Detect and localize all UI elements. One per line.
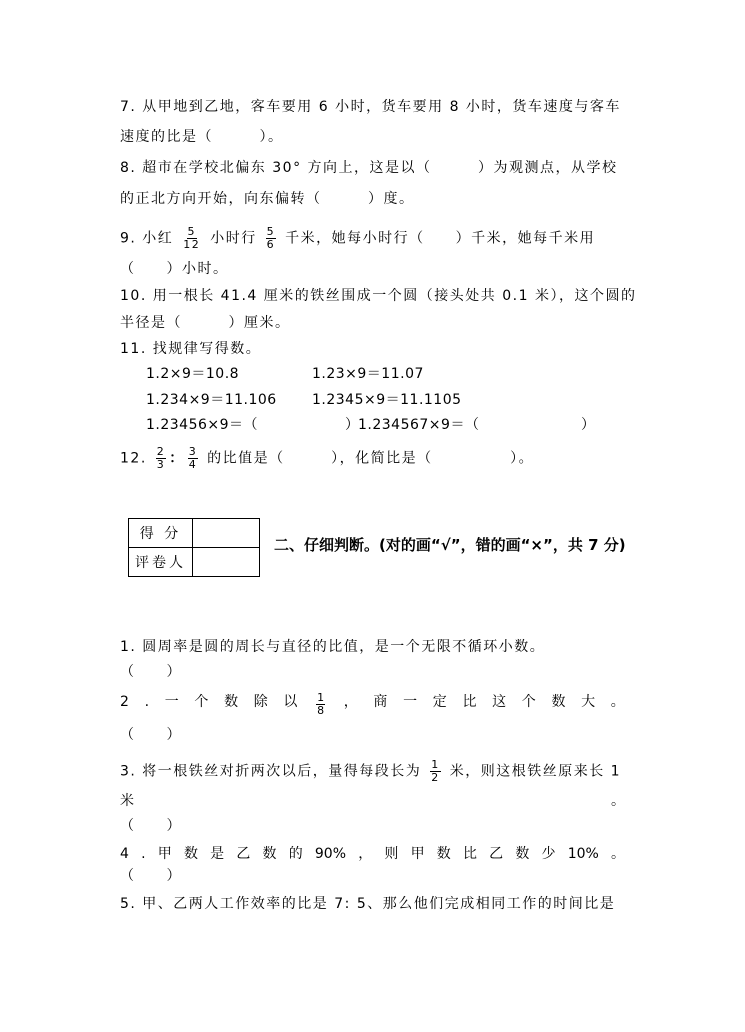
j2-fraction — [316, 692, 325, 717]
q9-frac2-den: 6 — [266, 238, 276, 251]
justified-word: 。 — [611, 846, 625, 862]
q12-frac1-num: 2 — [156, 445, 166, 458]
q12-prefix: 12. — [120, 450, 147, 467]
justified-word: 数 — [551, 694, 566, 710]
j3-frac-den: 2 — [431, 771, 440, 784]
q12-line — [120, 446, 625, 471]
q12-fraction-1 — [156, 446, 167, 471]
j3-line2-right: 。 — [611, 793, 625, 809]
justified-word: 比 — [462, 694, 477, 710]
justified-word: 一 — [164, 694, 179, 710]
q12-frac2-num: 3 — [188, 445, 198, 458]
score-table — [128, 518, 260, 577]
justified-word: . — [144, 694, 150, 710]
q10-line1: 10. 用一根长 41.4 厘米的铁丝围成一个圆（接头处共 0.1 米），这个圆的 — [120, 288, 637, 304]
justified-word: 数 — [515, 846, 530, 862]
justified-word: 除 — [253, 694, 268, 710]
j2-line2: （ ） — [120, 727, 182, 743]
justified-word: 这 — [492, 694, 507, 710]
q11-eq3: 1.234×9＝11.106 — [146, 392, 277, 408]
justified-word: 则 — [384, 846, 399, 862]
q8-line1: 8. 超市在学校北偏东 30° 方向上，这是以（ ）为观测点，从学校 — [120, 160, 618, 176]
j1-line1: 1. 圆周率是圆的周长与直径的比值，是一个无限不循环小数。 — [120, 639, 546, 655]
justified-word: 乙 — [236, 846, 251, 862]
justified-word: 数 — [436, 846, 451, 862]
j5-line1: 5. 甲、乙两人工作效率的比是 7: 5、那么他们完成相同工作的时间比是 — [120, 896, 616, 912]
justified-word: 少 — [541, 846, 556, 862]
q9-fraction-2 — [266, 226, 277, 251]
reviewer-label: 评卷人 — [129, 548, 193, 577]
reviewer-cell[interactable] — [193, 548, 260, 577]
justified-word: 一 — [403, 694, 418, 710]
j4-line2: （ ） — [120, 868, 182, 884]
justified-word: 甲 — [157, 846, 172, 862]
score-cell[interactable] — [193, 519, 260, 548]
j3-line2 — [120, 791, 625, 811]
q9-fraction-1 — [182, 226, 201, 251]
j1-line2: （ ） — [120, 664, 182, 680]
j3-line2-left: 米 — [120, 793, 134, 809]
j3-fraction — [430, 759, 441, 784]
q9-mid: 小时行 — [210, 230, 257, 247]
j2-line1 — [120, 692, 625, 717]
j3-suffix: 米，则这根铁丝原来长 1 — [449, 763, 622, 780]
justified-word: 的 — [288, 846, 303, 862]
justified-word: 个 — [194, 694, 209, 710]
q12-frac2-den: 4 — [188, 458, 198, 471]
justified-word: 。 — [610, 694, 625, 710]
justified-word: 定 — [432, 694, 447, 710]
q12-suffix: 的比值是（ ），化简比是（ ）。 — [207, 450, 535, 467]
q11-eq4: 1.2345×9＝11.1105 — [312, 392, 462, 408]
q7-line2: 速度的比是（ ）。 — [120, 129, 284, 145]
q11-eq2: 1.23×9＝11.07 — [312, 366, 424, 382]
q11-eq1: 1.2×9＝10.8 — [146, 366, 240, 382]
justified-word: 乙 — [489, 846, 504, 862]
justified-word: ， — [343, 694, 358, 710]
justified-word: 比 — [462, 846, 477, 862]
q9-prefix: 9. 小红 — [120, 230, 174, 247]
justified-word: 4 — [120, 846, 129, 862]
justified-word: 是 — [210, 846, 225, 862]
j2-frac-num: 1 — [317, 691, 325, 704]
section2-title: 二、仔细判断。(对的画“√”，错的画“×”，共 7 分) — [274, 536, 626, 554]
justified-word: ， — [358, 846, 373, 862]
q9-line1 — [120, 226, 625, 251]
q9-suffix: 千米，她每小时行（ ）千米，她每千米用 — [285, 230, 596, 247]
justified-word: 2 — [120, 694, 129, 710]
q11-eq5: 1.23456×9＝（ ） — [146, 417, 360, 433]
j2-frac-den: 8 — [317, 704, 325, 717]
justified-word: 商 — [373, 694, 388, 710]
q7-line1: 7. 从甲地到乙地，客车要用 6 小时，货车要用 8 小时，货车速度与客车 — [120, 99, 621, 115]
justified-word: 以 — [283, 694, 298, 710]
q9-frac2-num: 5 — [266, 225, 276, 238]
justified-word: 个 — [521, 694, 536, 710]
q12-colon: ： — [169, 450, 185, 467]
justified-word: 数 — [262, 846, 277, 862]
justified-word: 90% — [314, 846, 346, 862]
q8-line2: 的正北方向开始，向东偏转（ ）度。 — [120, 191, 415, 207]
justified-word: . — [141, 846, 146, 862]
justified-word: 10% — [567, 846, 599, 862]
score-label: 得 分 — [129, 519, 193, 548]
justified-word: 数 — [224, 694, 239, 710]
j3-line1 — [120, 759, 625, 784]
q9-frac1-den: 12 — [183, 238, 201, 251]
j3-line3: （ ） — [120, 818, 182, 834]
q10-line2: 半径是（ ）厘米。 — [120, 315, 291, 331]
j4-line1 — [120, 844, 625, 864]
q9-frac1-num: 5 — [187, 225, 197, 238]
q11-eq6: 1.234567×9＝（ ） — [358, 417, 596, 433]
q9-line2: （ ）小时。 — [120, 261, 229, 277]
justified-word: 甲 — [410, 846, 425, 862]
q11-title: 11. 找规律写得数。 — [120, 341, 262, 357]
justified-word: 大 — [581, 694, 596, 710]
j3-prefix: 3. 将一根铁丝对折两次以后，量得每段长为 — [120, 763, 422, 780]
q12-frac1-den: 3 — [156, 458, 166, 471]
q12-fraction-2 — [188, 446, 199, 471]
j3-frac-num: 1 — [431, 758, 440, 771]
justified-word: 数 — [183, 846, 198, 862]
